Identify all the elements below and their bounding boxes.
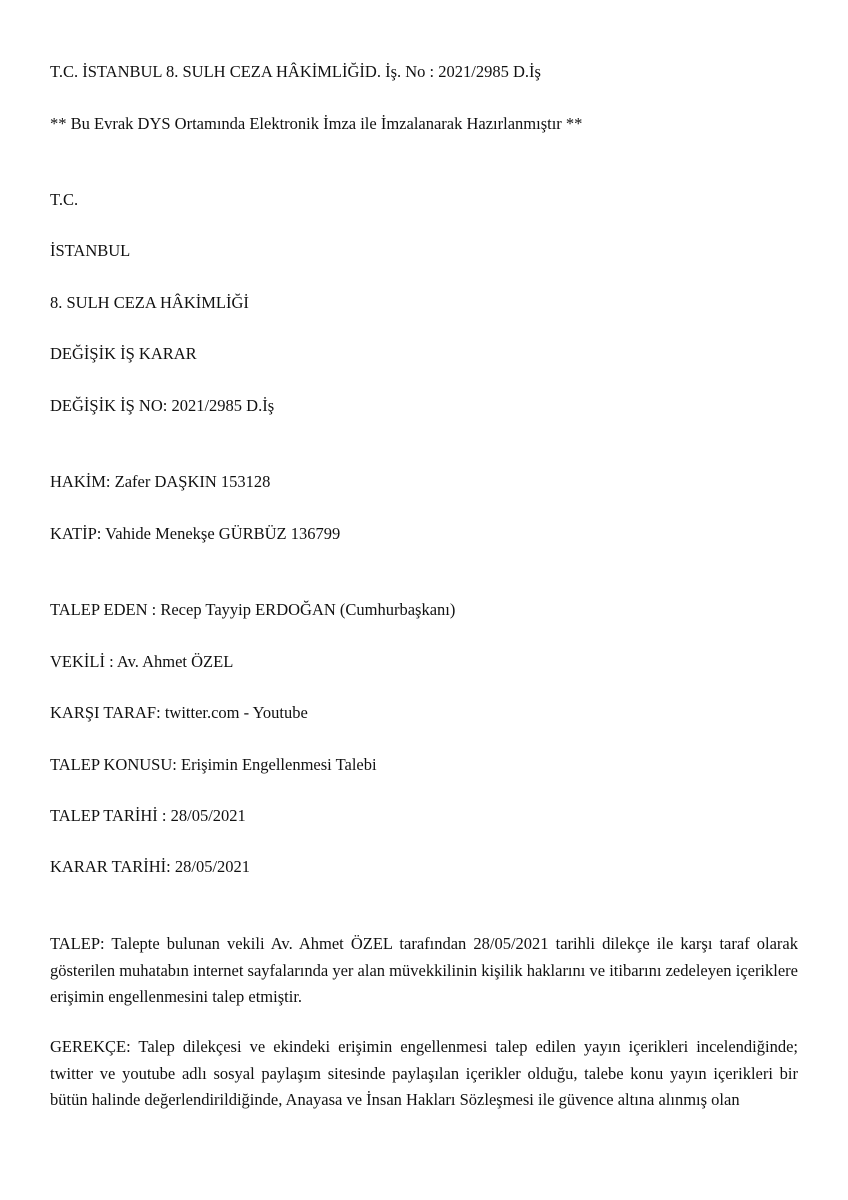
decision-date-line: KARAR TARİHİ: 28/05/2021 (50, 857, 251, 876)
document-type-heading: DEĞİŞİK İŞ KARAR (50, 344, 197, 363)
attorney-line: VEKİLİ : Av. Ahmet ÖZEL (50, 652, 234, 671)
request-paragraph: TALEP: Talepte bulunan vekili Av. Ahmet ÖZEL tarafından 28/05/2021 tarihli dilekçe ile karşı taraf olarak gösterilen muhatabın internet sayfalarında yer alan müvekkilinin kişilik haklarını ve itibarını zedeleyen içeriklere erişimin engellenmesini talep etmiştir. (50, 934, 798, 1006)
e-signature-note: ** Bu Evrak DYS Ortamında Elektronik İmza ile İmzalanarak Hazırlanmıştır ** (50, 114, 583, 133)
reasoning-paragraph: GEREKÇE: Talep dilekçesi ve ekindeki erişimin engellenmesi talep edilen yayın içerikleri incelendiğinde; twitter ve youtube adlı sosyal paylaşım sitesinde paylaşılan içerikler olduğu, talebe konu yayın içerikleri bir bütün halinde değerlendirildiğinde, Anayasa ve İnsan Hakları Sözleşmesi ile güvence altına alınmış olan (50, 1037, 798, 1109)
city-heading: İSTANBUL (50, 241, 131, 260)
opposing-party-line: KARŞI TARAF: twitter.com - Youtube (50, 703, 308, 722)
case-number: DEĞİŞİK İŞ NO: 2021/2985 D.İş (50, 396, 275, 415)
clerk-line: KATİP: Vahide Menekşe GÜRBÜZ 136799 (50, 524, 341, 543)
country-heading: T.C. (50, 190, 79, 209)
request-date-line: TALEP TARİHİ : 28/05/2021 (50, 806, 246, 825)
court-name-heading: 8. SULH CEZA HÂKİMLİĞİ (50, 293, 249, 312)
court-reference-header: T.C. İSTANBUL 8. SULH CEZA HÂKİMLİĞİD. İş. No : 2021/2985 D.İş (50, 62, 541, 81)
request-subject-line: TALEP KONUSU: Erişimin Engellenmesi Talebi (50, 755, 377, 774)
requester-line: TALEP EDEN : Recep Tayyip ERDOĞAN (Cumhurbaşkanı) (50, 600, 456, 619)
judge-line: HAKİM: Zafer DAŞKIN 153128 (50, 472, 271, 491)
